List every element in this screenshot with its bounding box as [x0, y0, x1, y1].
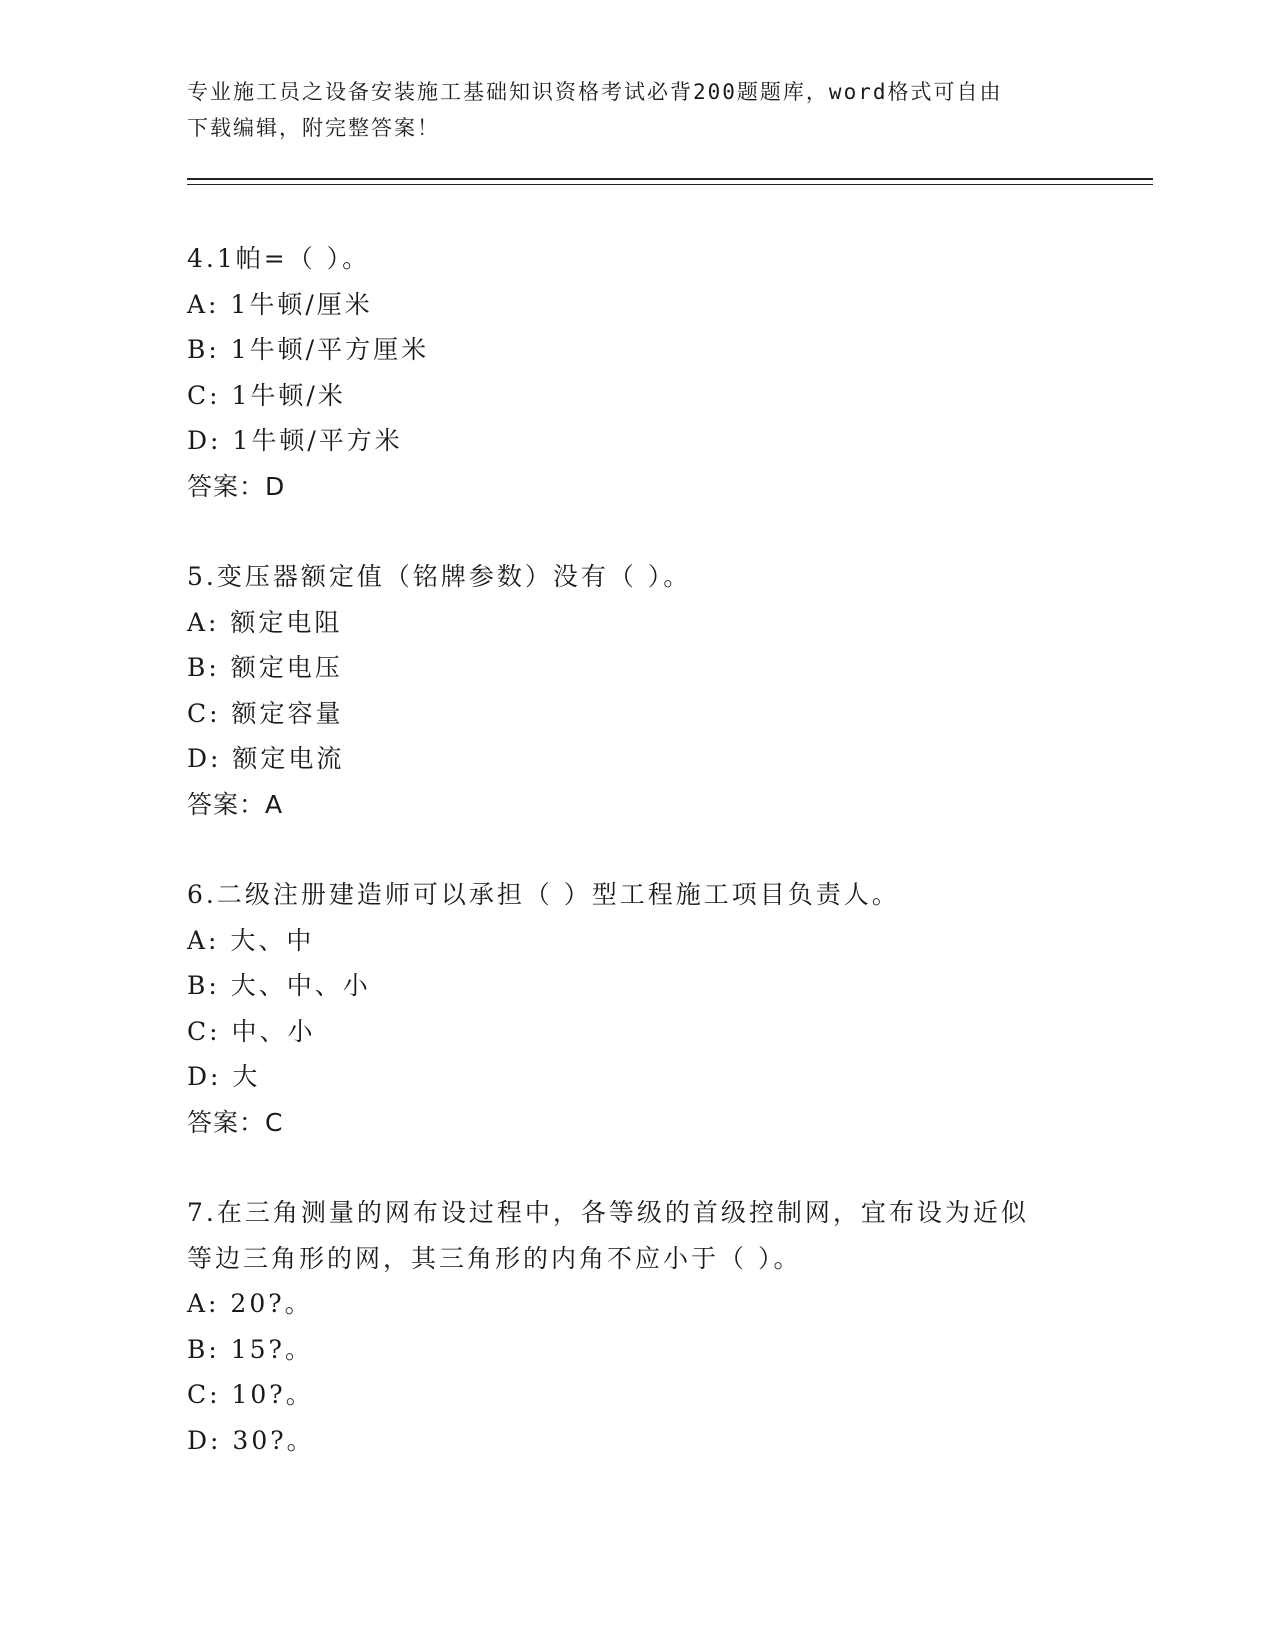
option-b: B: 1牛顿/平方厘米 [187, 335, 430, 364]
question-title: 5.变压器额定值（铭牌参数）没有（ ）。 [187, 562, 692, 591]
header-line-2: 下载编辑，附完整答案！ [187, 116, 440, 140]
answer-text: 答案：A [187, 789, 284, 819]
document-header [187, 74, 1067, 146]
answer-text: 答案：D [187, 471, 286, 501]
header-divider-thin [187, 184, 1153, 185]
option-a: A: 额定电阻 [187, 607, 343, 637]
question-6 [187, 872, 1087, 1145]
answer-text: 答案：C [187, 1107, 284, 1137]
header-line-1: 专业施工员之设备安装施工基础知识资格考试必背200题题库，word格式可自由 [187, 80, 1003, 104]
question-7 [187, 1190, 1087, 1463]
question-4 [187, 236, 1087, 509]
question-title-line-2: 等边三角形的网，其三角形的内角不应小于（ ）。 [187, 1243, 802, 1273]
option-b: B: 额定电压 [187, 653, 343, 682]
option-b: B: 大、中、小 [187, 971, 371, 1000]
option-d: D: 大 [187, 1062, 261, 1091]
question-title: 6.二级注册建造师可以承担（ ）型工程施工项目负责人。 [187, 880, 900, 909]
option-c: C: 1牛顿/米 [187, 380, 346, 410]
option-c: C: 中、小 [187, 1016, 316, 1046]
option-a: A: 20?。 [187, 1289, 313, 1318]
question-title-line-1: 7.在三角测量的网布设过程中，各等级的首级控制网，宜布设为近似 [187, 1198, 1029, 1227]
option-a: A: 1牛顿/厘米 [187, 289, 373, 319]
question-title: 4.1帕=（ ）。 [187, 244, 371, 273]
question-5 [187, 554, 1087, 827]
option-d: D: 30?。 [187, 1425, 315, 1455]
option-a: A: 大、中 [187, 925, 315, 955]
option-c: C: 额定容量 [187, 698, 344, 728]
option-d: D: 额定电流 [187, 744, 345, 773]
option-c: C: 10?。 [187, 1380, 314, 1409]
option-d: D: 1牛顿/平方米 [187, 426, 403, 455]
option-b: B: 15?。 [187, 1334, 313, 1364]
header-divider-thick [187, 178, 1153, 180]
question-list [187, 236, 1087, 1508]
